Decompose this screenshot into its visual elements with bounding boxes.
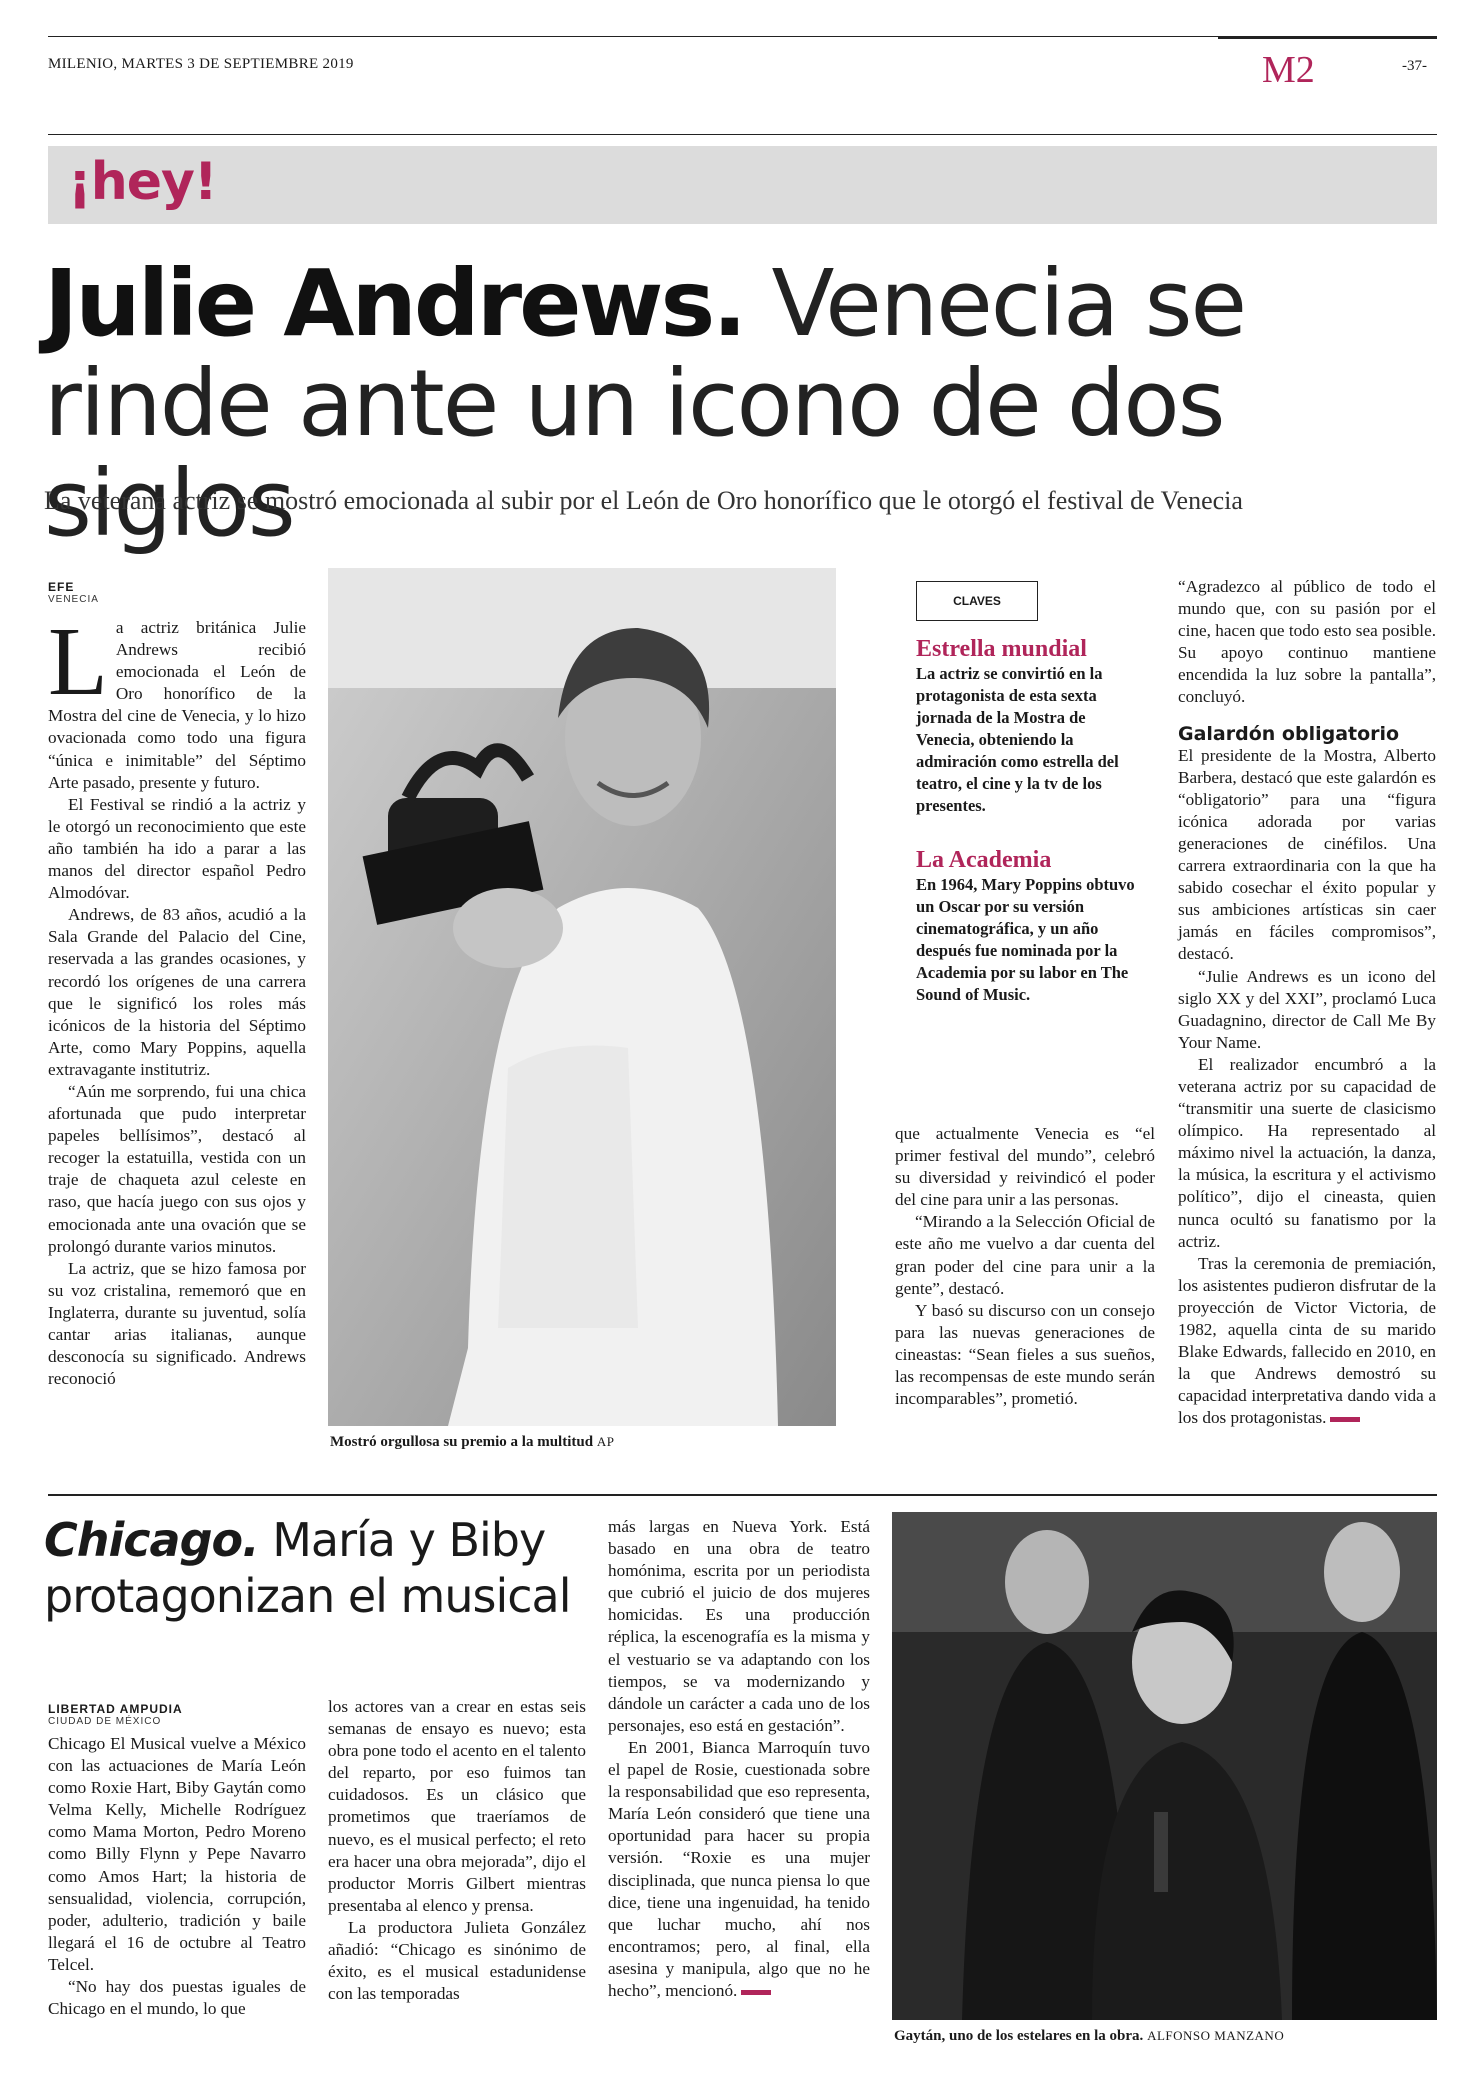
claves-item-title: La Academia bbox=[916, 847, 1052, 873]
chicago-column-2 bbox=[328, 1696, 586, 2005]
chicago-headline-rest: María y Biby protagonizan el musical bbox=[44, 1513, 571, 1623]
caption-text: Mostró orgullosa su premio a la multitud bbox=[330, 1434, 594, 1450]
chicago-column-1 bbox=[48, 1702, 306, 2020]
article-separator bbox=[48, 1494, 1437, 1496]
claves-item-title: Estrella mundial bbox=[916, 636, 1087, 662]
section-code: M2 bbox=[1262, 49, 1315, 91]
photo-caption bbox=[330, 1434, 830, 1451]
chicago-photo-caption bbox=[894, 2028, 1439, 2045]
section-label: ¡hey! bbox=[68, 152, 217, 212]
chicago-photo bbox=[892, 1512, 1437, 2020]
main-photo bbox=[328, 568, 836, 1426]
paragraph: En 2001, Bianca Marroquín tuvo el papel de Rosie, cuestionada sobre la responsabilidad que eso representa, María León consideró que tiene una oportunidad para hacer su propia versión. “Roxie es una mujer disciplinada, que nunca piensa lo que dice, tiene una ingenuidad, ha tenido que luchar mucho, ahí nos encontramos; pero, al final, ella asesina y manipula, algo que no he hecho”, mencionó. bbox=[608, 1737, 870, 2000]
paragraph: “Julie Andrews es un icono del siglo XX y del XXI”, proclamó Luca Guadagnino, director de Call Me By Your Name. bbox=[1178, 966, 1436, 1052]
paragraph: que actualmente Venecia es “el primer festival del mundo”, celebró su diversidad y reivindicó el poder del cine para unir a las personas. bbox=[895, 1124, 1155, 1210]
paragraph: El Festival se rindió a la actriz y le otorgó un reconocimiento que este año también ha ido a parar a las manos del director español Pedro Almodóvar. bbox=[48, 794, 306, 903]
paragraph: El presidente de la Mostra, Alberto Barbera, destacó que este galardón es “obligatorio” para una “figura icónica adorada por varias generaciones de cinéfilos. Una carrera extraordinaria con la que ha sabido cosechar el éxito popular y sus ambiciones artísticas sin caer jamás en fáciles compromisos”, destacó. bbox=[1178, 745, 1436, 964]
claves-sidebar bbox=[916, 636, 1136, 1006]
end-mark bbox=[1330, 1417, 1360, 1422]
article-column-1 bbox=[48, 580, 306, 1390]
paragraph: los actores van a crear en estas seis semanas de ensayo es nuevo; esta obra pone todo el acento en el talento del reparto, por eso fuimos tan cuidadosos. Es un clásico que prometimos que traeríamos de nuevo, es el musical perfecto; el reto era hacer una obra mejorada”, dijo el productor Morris Gilbert mientras presentaba al elenco y prensa. bbox=[328, 1697, 586, 1915]
section-band bbox=[48, 146, 1437, 224]
article-column-4 bbox=[1178, 576, 1436, 1429]
photo-julie-andrews bbox=[328, 568, 836, 1426]
chicago-headline-bold: Chicago. bbox=[44, 1513, 259, 1567]
caption-text: Gaytán, uno de los estelares en la obra. bbox=[894, 2028, 1144, 2044]
claves-label: CLAVES bbox=[916, 581, 1038, 621]
paragraph: “No hay dos puestas iguales de Chicago en el mundo, lo que bbox=[48, 1977, 306, 2019]
article-column-3 bbox=[895, 1123, 1155, 1410]
chicago-column-3 bbox=[608, 1516, 870, 2002]
claves-item-text: La actriz se convirtió en la protagonista de esta sexta jornada de la Mostra de Venecia, obteniendo la admiración como estrella del teatro, el cine y la tv de los presentes. bbox=[916, 664, 1119, 815]
caption-credit: AP bbox=[596, 1434, 615, 1449]
headline-bold: Julie Andrews. bbox=[44, 250, 745, 357]
headline-rest: Venecia se rinde ante un icono de dos siglos bbox=[44, 250, 1246, 557]
page-number: -37- bbox=[1402, 58, 1427, 74]
paragraph: Y basó su discurso con un consejo para las nuevas generaciones de cineastas: “Sean fieles a sus sueños, las recompensas de este mundo serán incomparables”, prometió. bbox=[895, 1300, 1155, 1409]
paragraph: El realizador encumbró a la veterana actriz por su capacidad de “transmitir una suerte de clasicismo olímpico. Ha representado al máximo nivel la actuación, la danza, la música, la escritura y el activismo político”, dijo el cineasta, quien nunca ocultó su fanatismo por la actriz. bbox=[1178, 1054, 1436, 1251]
top-rule-accent bbox=[1218, 36, 1437, 39]
paragraph: a actriz británica Julie Andrews recibió emocionada el León de Oro honorífico de la Mostra del cine de Venecia, y lo hizo ovacionada como todo una figura “única e inimitable” del Séptimo Arte pasado, presente y futuro. bbox=[48, 618, 306, 792]
subhead: Galardón obligatorio bbox=[1178, 722, 1400, 745]
deck: La veterana actriz se mostró emocionada al subir por el León de Oro honorífico que le otorgó el festival de Venecia bbox=[44, 486, 1243, 515]
drop-cap: L bbox=[48, 608, 108, 716]
caption-credit: ALFONSO MANZANO bbox=[1147, 2028, 1285, 2043]
byline: EFE bbox=[48, 580, 75, 594]
paragraph: “Mirando a la Selección Oficial de este año me vuelvo a dar cuenta del gran poder del cine para unir a la gente”, destacó. bbox=[895, 1212, 1155, 1298]
end-mark bbox=[741, 1990, 771, 1995]
folio-date: MILENIO, MARTES 3 DE SEPTIEMBRE 2019 bbox=[48, 56, 354, 72]
paragraph: La actriz, que se hizo famosa por su voz cristalina, rememoró que en Inglaterra, durante su juventud, solía cantar arias italianas, aunque desconocía su significado. Andrews reconoció bbox=[48, 1258, 306, 1389]
folio-rule bbox=[48, 134, 1437, 135]
chicago-byline: LIBERTAD AMPUDIA bbox=[48, 1702, 183, 1716]
paragraph: más largas en Nueva York. Está basado en una obra de teatro homónima, escrita por un periodista que cubrió el juicio de dos mujeres homicidas. Es una producción réplica, la escenografía es la misma y el vestuario se va adaptando con los tiempos, se va modernizando y dándole un carácter a cada uno de los personajes, eso está en gestación”. bbox=[608, 1517, 870, 1735]
paragraph: Andrews, de 83 años, acudió a la Sala Grande del Palacio del Cine, reservada a las grandes ocasiones, y recordó los orígenes de una carrera que le significó los roles más icónicos de la historia del Séptimo Arte, como Mary Poppins, aquella extravagante institutriz. bbox=[48, 905, 306, 1079]
paragraph: La productora Julieta González añadió: “Chicago es sinónimo de éxito, es el musical estadunidense con las temporadas bbox=[328, 1917, 586, 2004]
paragraph: Tras la ceremonia de premiación, los asistentes pudieron disfrutar de la proyección de Victor Victoria, de 1982, aquella cinta de su marido Blake Edwards, fallecido en 2010, en la que Andrews demostró su capacidad interpretativa dando vida a los dos protagonistas. bbox=[1178, 1253, 1436, 1428]
chicago-dateline: CIUDAD DE MÉXICO bbox=[48, 1716, 162, 1727]
paragraph: Chicago El Musical vuelve a México con las actuaciones de María León como Roxie Hart, Biby Gaytán como Velma Kelly, Michelle Rodríguez como Mama Morton, Pedro Moreno como Billy Flynn y Pepe Navarro como Amos Hart; la historia de sensualidad, violencia, corrupción, poder, adulterio, tradición y baile llegará el 16 de octubre al Teatro Telcel. bbox=[48, 1734, 306, 1974]
paragraph: “Aún me sorprendo, fui una chica afortunada que pudo interpretar papeles bellísimos”, destacó al recoger la estatuilla, vestida con un traje de chaqueta azul celeste en raso, que hacía juego con sus ojos y emocionada ante una ovación que se prolongó durante varios minutos. bbox=[48, 1081, 306, 1256]
claves-item-text: En 1964, Mary Poppins obtuvo un Oscar por su versión cinematográfica, y un año después fue nominada por la Academia por su labor en The Sound of Music. bbox=[916, 875, 1135, 1004]
chicago-headline bbox=[44, 1512, 624, 1624]
dateline: VENECIA bbox=[48, 594, 99, 605]
paragraph: “Agradezco al público de todo el mundo que, con su pasión por el cine, hacen que todo esto sea posible. Su apoyo continuo mantiene encendida la luz sobre la pantalla”, concluyó. bbox=[1178, 577, 1436, 707]
photo-chicago-cast bbox=[892, 1512, 1437, 2020]
